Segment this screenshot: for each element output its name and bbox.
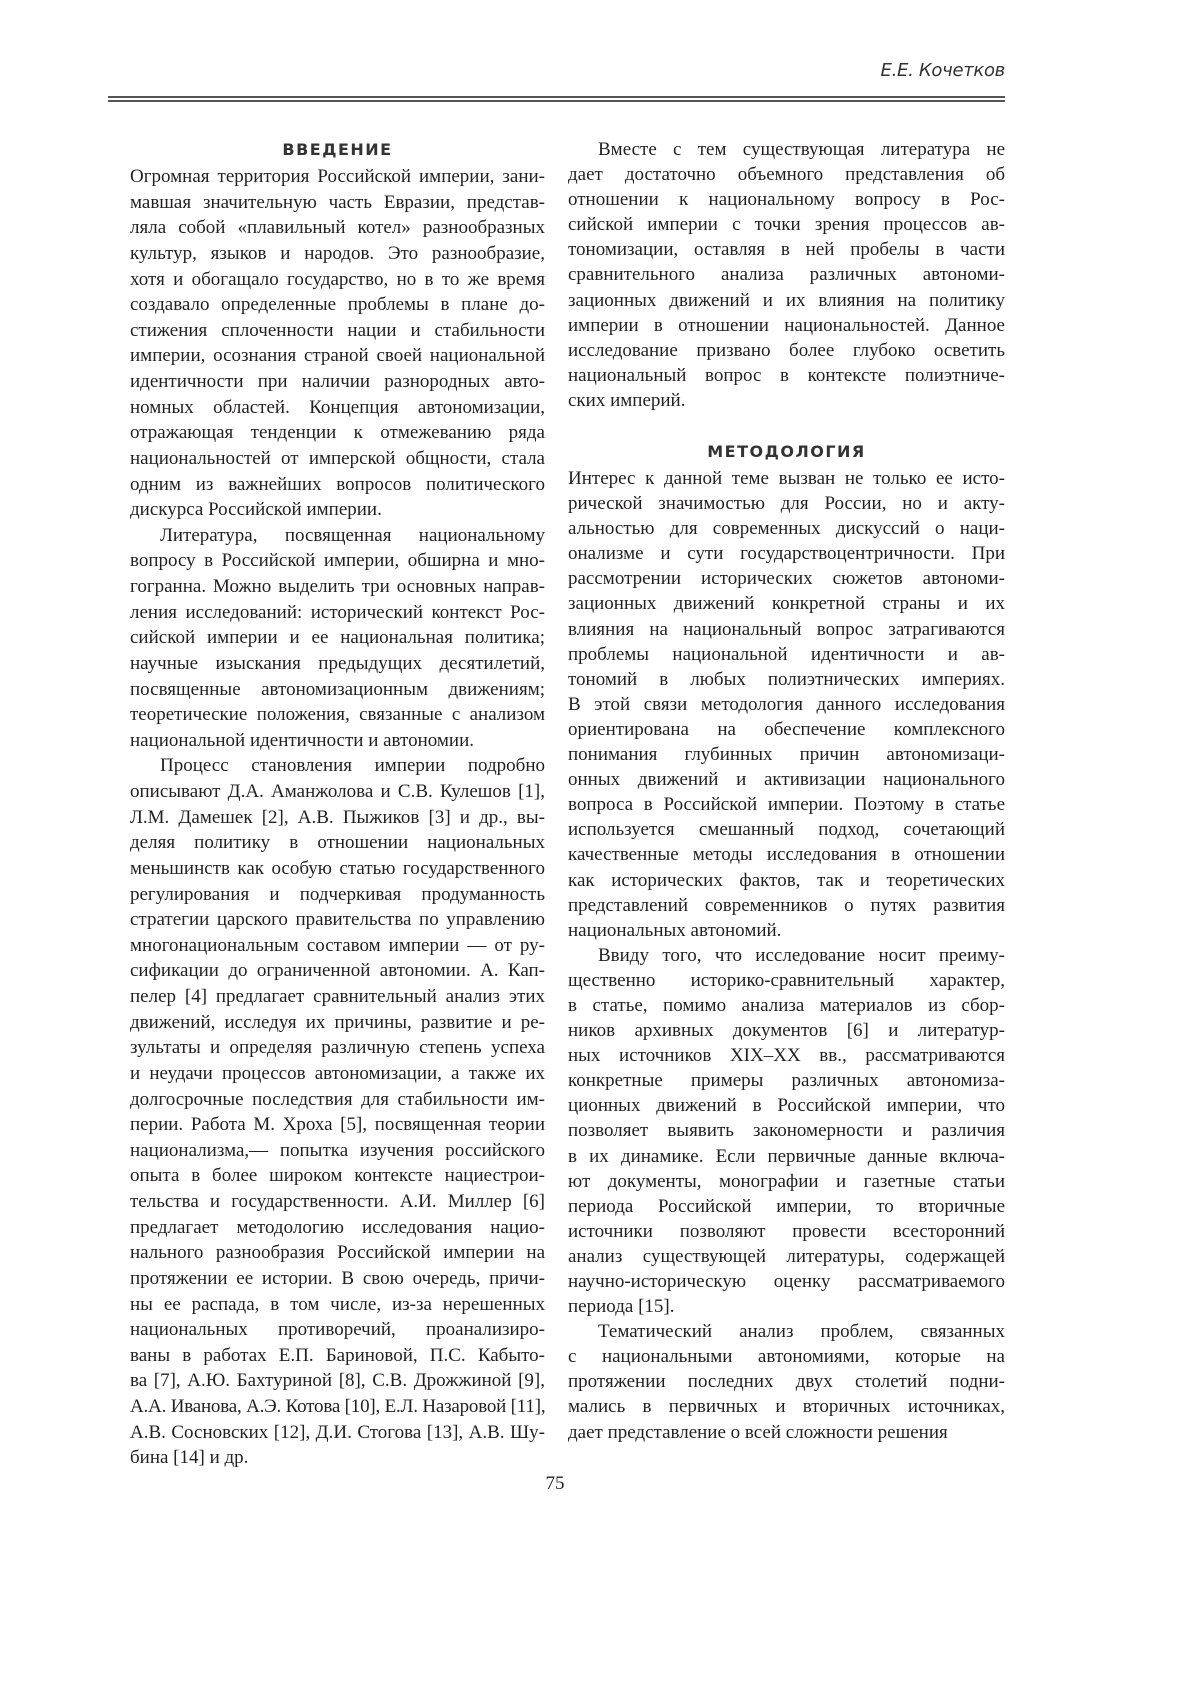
text-line: Процесс становления империи подробно xyxy=(130,753,545,779)
text-line: ют документы, монографии и газетные статьи xyxy=(568,1169,1005,1194)
text-line: научно-историческую оценку рассматриваемого xyxy=(568,1269,1005,1294)
text-line: Литература, посвященная национальному xyxy=(130,523,545,549)
header-rule xyxy=(108,96,1005,98)
left-column xyxy=(130,164,545,1471)
text-line: ников архивных документов [6] и литератур- xyxy=(568,1018,1005,1043)
text-line: рассмотрении исторических сюжетов автономи- xyxy=(568,566,1005,591)
text-line: зационных движений конкретной страны и их xyxy=(568,591,1005,616)
text-line: в статье, помимо анализа материалов из сбор- xyxy=(568,993,1005,1018)
text-line: империи, осознания страной своей национальной xyxy=(130,343,545,369)
text-line: одним из важнейших вопросов политического xyxy=(130,472,545,498)
text-line: понимания глубинных причин автономизаци- xyxy=(568,742,1005,767)
text-line: в их динамике. Если первичные данные включа- xyxy=(568,1144,1005,1169)
text-line: ориентирована на обеспечение комплексного xyxy=(568,717,1005,742)
text-line: тономизации, оставляя в ней пробелы в части xyxy=(568,237,1005,262)
paragraph xyxy=(130,753,545,1471)
text-line: долгосрочные последствия для стабильности им- xyxy=(130,1087,545,1113)
text-line: используется смешанный подход, сочетающий xyxy=(568,817,1005,842)
text-line: многонациональным составом империи — от ру- xyxy=(130,933,545,959)
paragraph xyxy=(130,523,545,754)
text-line: национальный вопрос в контексте полиэтниче- xyxy=(568,363,1005,388)
text-line: тономий в любых полиэтнических империях. xyxy=(568,667,1005,692)
text-line: движений, исследуя их причины, развитие и ре- xyxy=(130,1010,545,1036)
text-line: щественно историко-сравнительный характер, xyxy=(568,968,1005,993)
text-line: В этой связи методология данного исследования xyxy=(568,692,1005,717)
text-line: нального разнообразия Российской империи на xyxy=(130,1240,545,1266)
text-line: Л.М. Дамешек [2], А.В. Пыжиков [3] и др., вы- xyxy=(130,805,545,831)
text-line: Тематический анализ проблем, связанных xyxy=(568,1319,1005,1344)
text-line: идентичности при наличии разнородных авто- xyxy=(130,369,545,395)
right-column-top xyxy=(568,137,1005,413)
text-line: А.А. Иванова, А.Э. Котова [10], Е.Л. Назаровой [11], xyxy=(130,1394,545,1420)
paragraph xyxy=(130,164,545,523)
text-line: бина [14] и др. xyxy=(130,1445,545,1471)
text-line: зультаты и определяя различную степень успеха xyxy=(130,1035,545,1061)
text-line: А.В. Сосновских [12], Д.И. Стогова [13], А.В. Шу- xyxy=(130,1420,545,1446)
text-line: ционных движений в Российской империи, что xyxy=(568,1093,1005,1118)
section-heading-methodology: МЕТОДОЛОГИЯ xyxy=(568,442,1005,461)
text-line: ских империй. xyxy=(568,388,1005,413)
text-line: стижения сплоченности нации и стабильности xyxy=(130,318,545,344)
text-line: с национальными автономиями, которые на xyxy=(568,1344,1005,1369)
text-line: и неудачи процессов автономизации, а также их xyxy=(130,1061,545,1087)
text-line: ваны в работах Е.П. Бариновой, П.С. Кабыто- xyxy=(130,1343,545,1369)
text-line: ва [7], А.Ю. Бахтуриной [8], С.В. Дрожжиной [9], xyxy=(130,1368,545,1394)
text-line: конкретные примеры различных автономиза- xyxy=(568,1068,1005,1093)
text-line: зационных движений и их влияния на политику xyxy=(568,288,1005,313)
text-line: качественные методы исследования в отношении xyxy=(568,842,1005,867)
text-line: регулирования и подчеркивая продуманность xyxy=(130,882,545,908)
text-line: хотя и обогащало государство, но в то же время xyxy=(130,267,545,293)
text-line: исследование призвано более глубоко осветить xyxy=(568,338,1005,363)
text-line: меньшинств как особую статью государственного xyxy=(130,856,545,882)
text-line: представлений современников о путях развития xyxy=(568,893,1005,918)
text-line: вопросу в Российской империи, обширна и мно- xyxy=(130,548,545,574)
right-column-bottom xyxy=(568,466,1005,1445)
text-line: национальностей от имперской общности, стала xyxy=(130,446,545,472)
page-number: 75 xyxy=(0,1473,1110,1495)
text-line: проблемы национальной идентичности и ав- xyxy=(568,642,1005,667)
text-line: ны ее распада, в том числе, из-за нерешенных xyxy=(130,1292,545,1318)
text-line: источники позволяют провести всесторонний xyxy=(568,1219,1005,1244)
text-line: создавало определенные проблемы в плане до- xyxy=(130,292,545,318)
text-line: сификации до ограниченной автономии. А. Кап- xyxy=(130,958,545,984)
text-line: научные изыскания предыдущих десятилетий, xyxy=(130,651,545,677)
text-line: отношении к национальному вопросу в Рос- xyxy=(568,187,1005,212)
text-line: Вместе с тем существующая литература не xyxy=(568,137,1005,162)
text-line: деляя политику в отношении национальных xyxy=(130,830,545,856)
text-line: посвященные автономизационным движениям; xyxy=(130,677,545,703)
running-head-author: Е.Е. Кочетков xyxy=(881,60,1006,81)
text-line: анализ существующей литературы, содержащей xyxy=(568,1244,1005,1269)
text-line: опыта в более широком контексте нациестрои- xyxy=(130,1163,545,1189)
text-line: культур, языков и народов. Это разнообразие, xyxy=(130,241,545,267)
text-line: протяжении последних двух столетий подни- xyxy=(568,1369,1005,1394)
text-line: национальной идентичности и автономии. xyxy=(130,728,545,754)
text-line: стратегии царского правительства по управлению xyxy=(130,907,545,933)
text-line: национальных автономий. xyxy=(568,918,1005,943)
text-line: мавшая значительную часть Евразии, представ- xyxy=(130,190,545,216)
text-line: номных областей. Концепция автономизации, xyxy=(130,395,545,421)
text-line: дискурса Российской империи. xyxy=(130,497,545,523)
text-line: тельства и государственности. А.И. Миллер [6] xyxy=(130,1189,545,1215)
text-line: онных движений и активизации национального xyxy=(568,767,1005,792)
text-line: вопроса в Российской империи. Поэтому в статье xyxy=(568,792,1005,817)
text-line: позволяет выявить закономерности и различия xyxy=(568,1118,1005,1143)
text-line: ных источников XIX–XX вв., рассматриваются xyxy=(568,1043,1005,1068)
text-line: сийской империи с точки зрения процессов ав- xyxy=(568,212,1005,237)
text-line: ления исследований: исторический контекст Рос- xyxy=(130,600,545,626)
text-line: дает достаточно объемного представления об xyxy=(568,162,1005,187)
text-line: альностью для современных дискуссий о наци- xyxy=(568,516,1005,541)
text-line: перии. Работа М. Хроха [5], посвященная теории xyxy=(130,1112,545,1138)
document-page xyxy=(0,0,1200,1697)
text-line: отражающая тенденции к отмежеванию ряда xyxy=(130,420,545,446)
text-line: периода Российской империи, то вторичные xyxy=(568,1194,1005,1219)
header-rule xyxy=(108,100,1005,102)
text-line: рической значимостью для России, но и акту- xyxy=(568,491,1005,516)
text-line: пелер [4] предлагает сравнительный анализ этих xyxy=(130,984,545,1010)
text-line: Ввиду того, что исследование носит преиму- xyxy=(568,943,1005,968)
text-line: как исторических фактов, так и теоретических xyxy=(568,868,1005,893)
text-line: национализма,— попытка изучения российского xyxy=(130,1138,545,1164)
text-line: империи в отношении национальностей. Данное xyxy=(568,313,1005,338)
paragraph xyxy=(568,466,1005,943)
section-heading-introduction: ВВЕДЕНИЕ xyxy=(130,140,545,159)
text-line: Огромная территория Российской империи, зани- xyxy=(130,164,545,190)
text-line: ляла собой «плавильный котел» разнообразных xyxy=(130,215,545,241)
text-line: предлагает методологию исследования нацио- xyxy=(130,1215,545,1241)
text-line: гогранна. Можно выделить три основных направ- xyxy=(130,574,545,600)
paragraph xyxy=(568,943,1005,1319)
paragraph xyxy=(568,1319,1005,1444)
text-line: теоретические положения, связанные с анализом xyxy=(130,702,545,728)
paragraph xyxy=(568,137,1005,413)
text-line: сийской империи и ее национальная политика; xyxy=(130,625,545,651)
text-line: мались в первичных и вторичных источниках, xyxy=(568,1394,1005,1419)
text-line: национальных противоречий, проанализиро- xyxy=(130,1317,545,1343)
text-line: периода [15]. xyxy=(568,1294,1005,1319)
text-line: влияния на национальный вопрос затрагиваются xyxy=(568,617,1005,642)
text-line: описывают Д.А. Аманжолова и С.В. Кулешов [1], xyxy=(130,779,545,805)
text-line: сравнительного анализа различных автономи- xyxy=(568,262,1005,287)
text-line: протяжении ее истории. В свою очередь, причи- xyxy=(130,1266,545,1292)
text-line: дает представление о всей сложности решения xyxy=(568,1420,1005,1445)
text-line: онализме и сути государствоцентричности. При xyxy=(568,541,1005,566)
text-line: Интерес к данной теме вызван не только ее исто- xyxy=(568,466,1005,491)
